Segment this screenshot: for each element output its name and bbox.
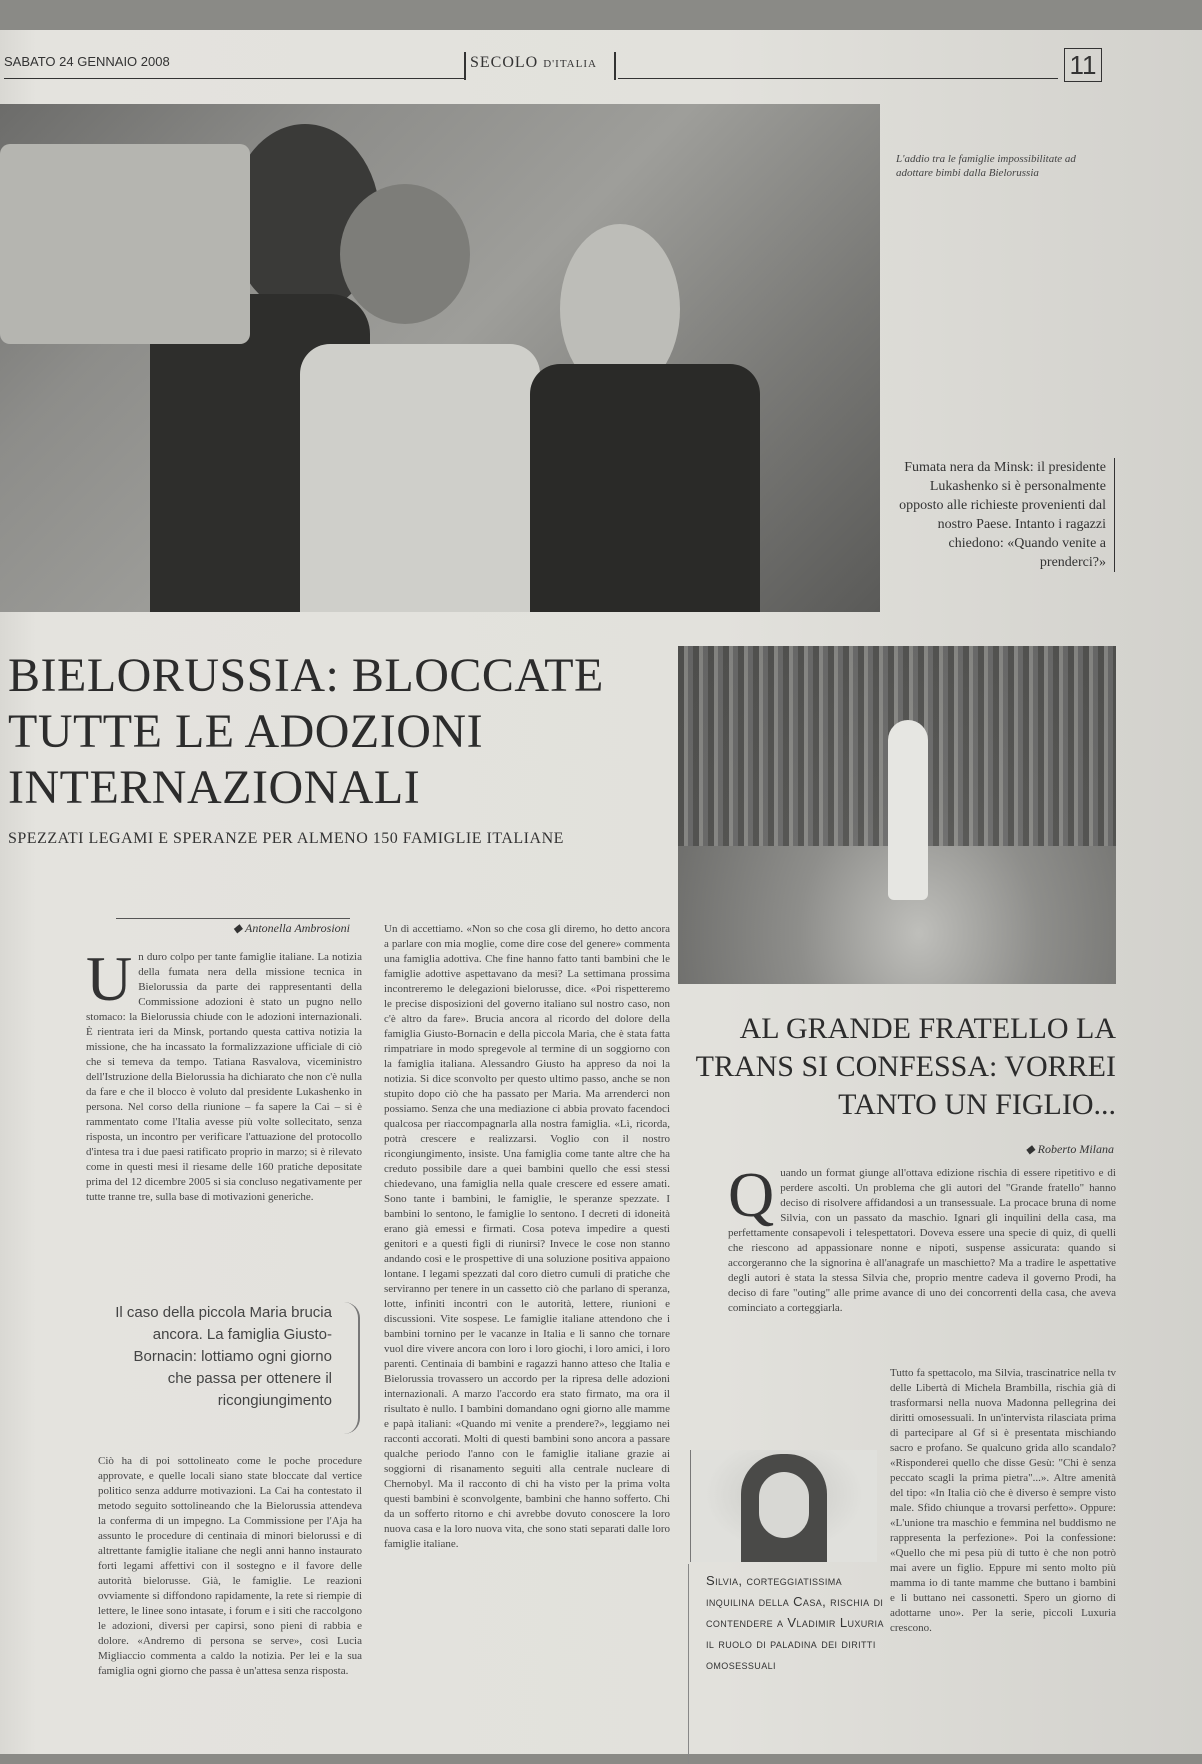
masthead xyxy=(0,44,1202,84)
article2-column-bottom xyxy=(890,1366,1116,1750)
tv-studio-photo xyxy=(678,646,1116,984)
newspaper-name-main: SECOLO xyxy=(470,54,539,71)
article1-pullquote: Il caso della piccola Maria brucia ancora. La famiglia Giusto-Bornacin: lottiamo ogni giorno che passa per ottenere il ricongiungimento xyxy=(115,1304,332,1409)
article1-headline: BIELORUSSIA: BLOCCATE TUTTE LE ADOZIONI INTERNAZIONALI xyxy=(8,649,604,814)
article1-byline: ◆ Antonella Ambrosioni xyxy=(116,918,350,936)
article1-column2 xyxy=(384,922,670,1750)
article2-dropcap: Q xyxy=(728,1166,775,1230)
article1-subhead: SPEZZATI LEGAMI E SPERANZE PER ALMENO 150 FAMIGLIE ITALIANE xyxy=(8,830,564,847)
photo-caption-divider xyxy=(688,1564,689,1764)
silvia-photo-caption: Silvia, corteggiatissima inquilina della Casa, rischia di contendere a Vladimir Luxuria il ruolo di paladina dei diritti omosessuali xyxy=(706,1573,884,1672)
article1-column1-top xyxy=(86,950,362,1280)
page-number: 11 xyxy=(1064,48,1102,82)
photo-face xyxy=(759,1472,809,1538)
newspaper-name xyxy=(470,54,597,72)
article2-headline: AL GRANDE FRATELLO LA TRANS SI CONFESSA: VORREI TANTO UN FIGLIO... xyxy=(695,1012,1116,1121)
article1-dropcap: U xyxy=(86,950,133,1014)
article2-byline: ◆ Roberto Milana xyxy=(1025,1142,1114,1156)
photo-car xyxy=(0,144,250,344)
silvia-photo xyxy=(690,1450,877,1562)
article1-column1-bottom xyxy=(98,1454,362,1754)
photo-figure-child xyxy=(340,184,470,324)
masthead-rule-right xyxy=(618,78,1058,79)
article1-text-a: n duro colpo per tante famiglie italiane. La notizia della fumata nera della missione tecnica in Bielorussia da parte dei rappresentanti della Commissione adozioni è stato un pugno nello stomaco: la Bielorussia chiude con le adozioni internazionali. È rientrata ieri da Minsk, portando questa cattiva notizia la missione, che ha incassato la formalizzazione ufficiale di ciò che si temeva da tempo. Tatiana Rasvalova, viceministro dell'Istruzione della Bielorussia ha dichiarato che non c'è nulla da fare e che il blocco è voluto dal presidente Lukashenko in persona. Nel corso della riunione – fa sapere la Cai – si è rammentato come l'Italia avesse più volte sollecitato, senza risposta, un incontro per verificare l'attuazione del protocollo d'intesa tra i due paesi ratificato proprio in marzo; si è rilevato come in questi mesi il riesame delle 160 pratiche depositate prima del 12 dicembre 2005 si sia concluso negativamente per tutte tranne tre, sulla base di motivazioni generiche. xyxy=(86,951,362,1203)
article1-text-b: Ciò ha di poi sottolineato come le poche procedure approvate, e quelle locali siano state bloccate dal vertice politico senza addurre motivazioni. La Cai ha contestato il metodo seguito sottolineando che la Bielorussia attendeva la conferma di un impegno. La Commissione per l'Aja ha assunto le procedure di centinaia di minori bielorussi e di altrettante famiglie italiane che negli anni hanno instaurato forti legami affettivi con il sostegno e il favore delle autorità bielorusse. Già, le famiglie. Le reazioni ovviamente si diffondono rapidamente, la rete si riempie di lettere, le linee sono intasate, i forum e i siti che raccolgono le adozioni, diversi per capirsi, sono pieni di rabbia e dolore. «Andremo di persona se serve», così Lucia Migliaccio commenta a caldo la notizia. Per lei e la sua famiglia ogni giorno che passa è un'attesa senza risposta. xyxy=(98,1455,362,1677)
article2-text-b: Tutto fa spettacolo, ma Silvia, trascinatrice nella tv delle Libertà di Michela Brambilla, rischia già di trasformarsi nella nuova Madonna pellegrina dei diritti omosessuali. In un'intervista rilasciata prima di partecipare al Gf si è presentata mischiando sacro e profano. Se qualcuno grida allo scandalo? «Risponderei quello che disse Gesù: "Chi è senza peccato scagli la prima pietra"...». Altre amenità del tipo: «In Italia ciò che è diverso è sempre visto male. Sfido chiunque a trovarsi perfetto». Oppure: «L'unione tra maschio e femmina nel buddismo ne rappresenta la perfezione». Poi la confessione: «Quello che mi pesa più di tutto è che non potrò mai avere un figlio. Eppure mi sento molto più mamma io di tante mamme che buttano i bambini e li buttano nei cassonetti. Spero un giorno di adottarne uno». Per la serie, piccoli Luxuria crescono. xyxy=(890,1367,1116,1634)
issue-date: SABATO 24 GENNAIO 2008 xyxy=(4,54,170,69)
masthead-bar-right xyxy=(614,52,616,80)
newspaper-name-small: D'ITALIA xyxy=(543,58,597,70)
masthead-bar-left xyxy=(464,52,466,80)
photo-figure-body-right xyxy=(530,364,760,612)
article2-text-a: uando un format giunge all'ottava edizione rischia di essere ripetitivo e di perdere ascolti. Un problema che gli autori del "Grande fratello" hanno deciso di risolvere affidandosi a un transessuale. La procace bruna di nome Silvia, con un passato da maschio. Ignari gli inquilini della casa, ma perfettamente consapevoli i telespettatori. Doveva essere una specie di quiz, di quelli che riescono ad appassionare nonne e nipoti, suspense assicurata: quando si accorgeranno che la signorina è all'anagrafe un maschietto? Ma a tradire le aspettative degli autori è stata la stessa Silvia che, proprio mentre cadeva il governo Prodi, ha deciso di fare "outing" alle prime avance di uno dei concorrenti della casa, che aveva cominciato a corteggiarla. xyxy=(728,1167,1116,1314)
article1-text-c: Un dì accettiamo. «Non so che cosa gli diremo, ho detto ancora a parlare con mia moglie, come dire cose del genere» commenta una famiglia adottiva. Che fine hanno fatto tanti bambini che le famiglie adottive aspettavano da mesi? La settimana prossima incontreremo le delegazioni bielorusse, dice. «Poi rispetteremo le precise disposizioni del governo italiano sul nostro caso, non c'è altro da fare». Brucia ancora al ricordo del dolore della famiglia Giusto-Bornacin e della piccola Maria, che è stata fatta rimpatriare in modo spregevole al termine di un soggiorno con la famiglia italiana. Alessandro Giusto ha appreso da noi la notizia. Si dice sconvolto per questo ultimo passo, anche se non stupito dopo ciò che ha passato per Maria. Ma arrenderci non possiamo. Senza che una mediazione ci abbia provato facendoci qualcosa per riaccompagnarla alla nostra famiglia. «Lì, ricorda, potrà crescere e realizzarsi. Voglio con il nostro ricongiungimento, insiste. Una famiglia come tante altre che ha creduto possibile dare a quei bambini quello che essi stessi chiedevano, una famiglia nella quale crescere ed essere amati. Sono tante i bambini, le famiglie, le speranze spezzate. I bambini lo sentono, le famiglie lo sentono. I decreti di idoneità erano già emessi e firmati. Cosa poteva impedire a questi genitori e a questi figli di riunirsi? Invece le cose non stanno andando così e le prospettive di una soluzione positiva appaiono lontane. I legami spezzati dal coro dietro cumuli di pratiche che serviranno per tenere in un cassetto ciò che parlano di speranza, lotte, infiniti incontri con le autorità, lettere, riunioni e discussioni. Vite sospese. Le famiglie italiane attendono che i bambini tornino per le vacanze in Italia e lì sanno che tornare vuol dire vivere ancora con loro i loro giochi, i loro amici, i loro parenti. Centinaia di bambini e ragazzi hanno atteso che Italia e Bielorussia trovassero un accordo per la ripresa delle adozioni internazionali. A marzo l'accordo era stato firmato, ma ora il risultato è nullo. I bambini domandano ogni giorno alle mamme e papà italiani: «Quando mi venite a prendere?», leggiamo nei racconti accorati. Molti di questi bambini sono ancora a passare qualche periodo l'anno con le famiglie italiane grazie ai soggiorni di risanamento seguiti alla centrale nucleare di Chernobyl. Ma il racconto di chi ha visto per la prima volta questi bambini è sconvolgente, bambini che hanno sofferto. Chi da un sofferto ritorno e chi avrebbe dovuto conoscere la loro nuova casa e la loro nuova vita, che sono stati separati dalle loro famiglie italiane. xyxy=(384,923,670,1550)
photo-figure xyxy=(888,720,928,900)
top-photo-caption: L'addio tra le famiglie impossibilitate ad adottare bimbi dalla Bielorussia xyxy=(896,153,1076,179)
photo-figure-body-mid xyxy=(300,344,540,612)
newspaper-page xyxy=(0,30,1202,1754)
masthead-rule-left xyxy=(4,78,464,79)
pullquote-brace xyxy=(338,1302,360,1434)
top-photo-caption-box: Fumata nera da Minsk: il presidente Lukashenko si è personalmente opposto alle richieste provenienti dal nostro Paese. Intanto i ragazzi chiedono: «Quando venite a prenderci?» xyxy=(890,458,1115,572)
article2-column-top xyxy=(728,1166,1116,1362)
top-photo xyxy=(0,104,880,612)
